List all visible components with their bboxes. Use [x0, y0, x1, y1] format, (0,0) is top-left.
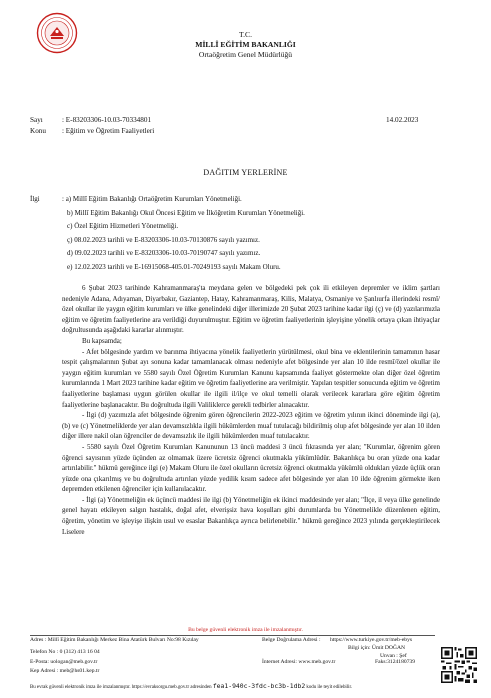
info-title: Unvan : Şef [380, 653, 407, 659]
paragraph-scope: Bu kapsamda; [82, 336, 122, 345]
paragraph-intro: 6 Şubat 2023 tarihinde Kahramanmaraş'ta meydana gelen ve bölgedeki pek çok ili etkileyen depremler ve iklim şartları nedeniyle Adana, Adıyaman, Diyarbakır, Gaziantep, Hatay, Kahramanmaraş, Kilis, Malatya, Osmaniye ve Şanlıurfa illerindeki resmî/özel okullar ile yaygın eğitim kurumları ve ülke genelindeki diğer illerimizde 20 Şubat 2023 tarihine kadar ilgi (ç) ve (d) yazılarımızla eğitim ve öğretim faaliyetlerine ara verildiği duyurulmuştur. Eğitim ve öğretim faaliyetlerinin işleyişine yönelik ortaya çıkan ihtiyaçlar doğrultusunda aşağıdaki kararlar alınmıştır. [62, 284, 440, 335]
body-text [62, 283, 440, 537]
header-ministry: MİLLÎ EĞİTİM BAKANLIĞI [195, 40, 296, 49]
footer-phone: Telefon No : 0 (312) 413 16 04 [30, 649, 100, 655]
footer-kep: Kep Adresi : meb@hs01.kep.tr [30, 668, 100, 674]
distribution-title: DAĞITIM YERLERİNE [203, 168, 288, 177]
verification-code: fea1-940c-3fdc-bc3b-1db2 [212, 682, 306, 690]
ilgi-item-cc: ç) 08.02.2023 tarihli ve E-83203306-10.03-70130876 sayılı yazımız. [67, 235, 260, 244]
paragraph-absence: - İlgi (d) yazımızla afet bölgesinde öğrenim gören öğrencilerin 2022-2023 eğitim ve öğretim yılının ikinci döneminde ilgi (a), (b) ve (c) Yönetmeliklerde yer alan devamsızlıkla ilgili hükümlerden muaf tutulacağı bildirilmiş olup afet bölgesinde yer alan 10 ilden diğer illere nakil olan öğrenciler de devamsızlık ile ilgili hükümlerden muaf tutulacaktır. [62, 411, 440, 441]
sayi-label: Sayı [30, 116, 43, 124]
paragraph-disaster-area: - Afet bölgesinde yardım ve barınma ihtiyacına yönelik faaliyetlerin yürütülmesi, okul bina ve eklentilerinin tamamının hasar tespit çalışmalarının Şubat ayı sonuna kadar tamamlanacak olması nedeniyle afet bölgesinde yer alan 10 ilde resmî/özel okullar ile yaygın eğitim kurumları ve 5580 sayılı Özel Öğretim Kurumları Kanunu kapsamında faaliyet göstermekte olan diğer özel öğretim kurumlarında 1 Mart 2023 tarihine kadar eğitim ve öğretim faaliyetlerine ara verilmiştir. Yapılan tespitler sonucunda eğitim ve öğretim faaliyetlerine başlaması uygun görülen okullar ile ilgili il/ilçe ve okul temelli olarak verilecek kararlara göre eğitim öğretim faaliyetlerine başlanacaktır. Bu doğrultuda ilgili Valiliklerce gerekli tedbirler alınacaktır. [62, 347, 440, 409]
footer-web[interactable]: İnternet Adresi: www.meb.gov.tr [262, 659, 336, 665]
info-contact: Bilgi için: Ümit DOĞAN [348, 645, 406, 651]
ilgi-label: İlgi [30, 195, 40, 203]
verify-label: Belge Doğrulama Adresi : [262, 637, 321, 643]
ilgi-item-d: d) 09.02.2023 tarihli ve E-83203306-10.03-70190747 sayılı yazımız. [67, 249, 261, 258]
document-date: 14.02.2023 [386, 116, 419, 124]
footer-fax: Faks:3124180739 [375, 659, 416, 665]
bottom-suffix: kodu ile teyit edilebilir. [306, 685, 353, 690]
footer-address: Adres : Millî Eğitim Bakanlığı Merkez Bina Atatürk Bulvarı No:98 Kızılay [30, 637, 199, 643]
header-tc: T.C. [239, 30, 252, 39]
signature-note: Bu belge güvenli elektronik imza ile imzalanmıştır. [188, 627, 303, 633]
ilgi-item-b: b) Millî Eğitim Bakanlığı Okul Öncesi Eğitim ve İlköğretim Kurumları Yönetmeliği. [67, 208, 305, 217]
paragraph-scholarship: - 5580 sayılı Özel Öğretim Kurumları Kanununun 13 üncü maddesi 3 üncü fıkrasında yer alan; "Kurumlar, öğrenim gören öğrenci sayısının yüzde üçünden az olmamak üzere ücretsiz öğrenci okutmakla yükümlüdür. Bakanlıkça bu oran yüzde ona kadar artırılabilir." hükmü gereğince ilgi (e) Makam Oluru ile özel okulların ücretsiz öğrenci okutmakla yükümlü oldukları yüzde üçlük oran yüzde ona çıkarılmış ve bu doğrultuda artırılan yüzde yedilik kısım sadece afet bölgesinde yer alan 10 ilde öğrenim görmekte iken depremden etkilenen öğrenciler için kullanılacaktır. [62, 442, 440, 494]
header-directorate: Ortaöğretim Genel Müdürlüğü [198, 50, 293, 59]
ilgi-item-a: : a) Millî Eğitim Bakanlığı Ortaöğretim Kurumları Yönetmeliği. [62, 195, 242, 203]
ilgi-item-c: c) Özel Eğitim Hizmetleri Yönetmeliği. [67, 222, 179, 231]
qr-code-icon [441, 647, 477, 683]
verify-url[interactable]: https://www.turkiye.gov.tr/meb-ebys [330, 637, 413, 643]
konu-label: Konu [30, 127, 46, 135]
ilgi-item-e: e) 12.02.2023 tarihli ve E-16915068-405.01-70249193 sayılı Makam Oluru. [67, 262, 281, 271]
footer-email[interactable]: E-Posta: uologan@meb.gov.tr [30, 659, 98, 665]
konu-value: : Eğitim ve Öğretim Faaliyetleri [62, 127, 155, 135]
ilgi-list [62, 193, 305, 275]
footer-divider [30, 635, 435, 636]
bottom-verification [30, 683, 440, 691]
paragraph-regulation: - İlgi (a) Yönetmeliğin ek üçüncü maddesi ile ilgi (b) Yönetmeliğin ek ikinci maddesinde yer alan; "İlçe, il veya ülke genelinde genel hayatı etkileyen salgın hastalık, doğal afet, elverişsiz hava koşulları gibi durumlarda bu Yönetmelikle düzenlenen eğitim, öğretim, yönetim ve işleyişe ilişkin usul ve esaslar Bakanlıkça ayrıca belirlenebilir." hükmü gereğince 2023 yılında gerçekleştirilecek Liselere [62, 495, 440, 536]
bottom-prefix: Bu evrak güvenli elektronik imza ile imzalanmıştır. https://evraksorgu.meb.gov.tr adresinden [30, 685, 212, 690]
sayi-value: : E-83203306-10.03-70334801 [62, 116, 152, 124]
